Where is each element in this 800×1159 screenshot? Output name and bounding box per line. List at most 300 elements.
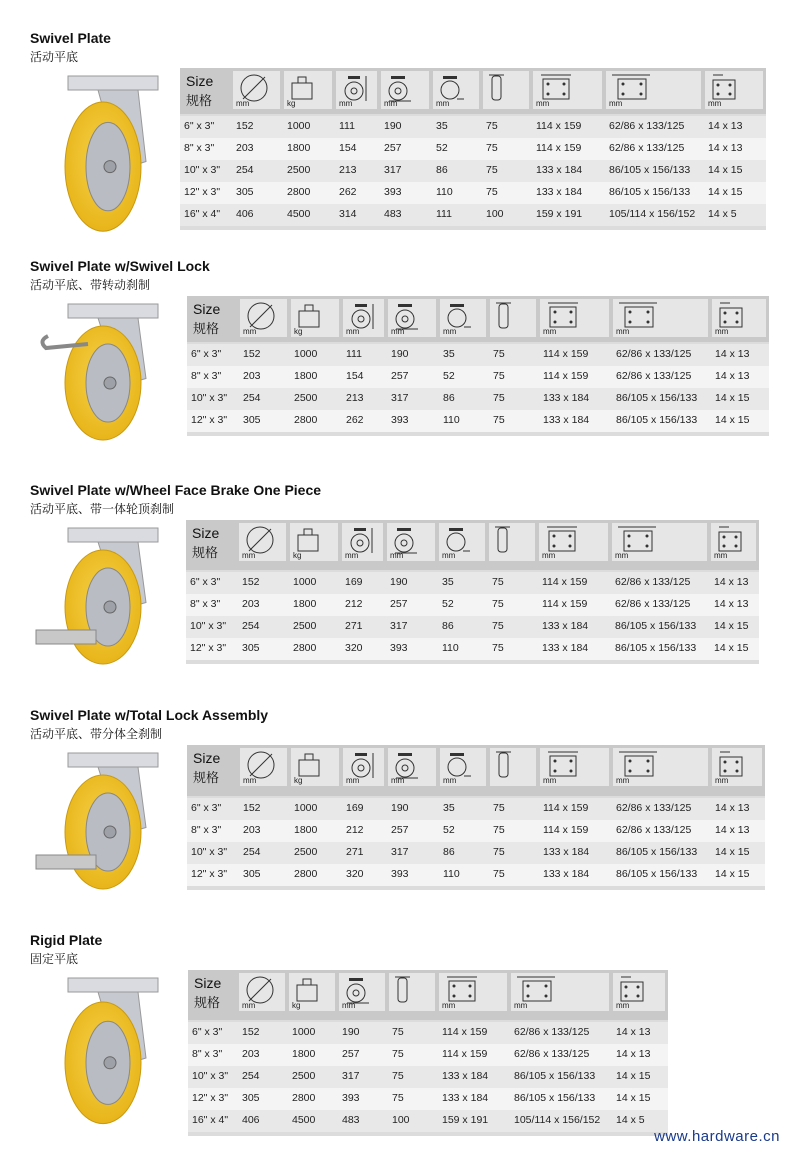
table-row [180,182,766,204]
table-cell: 86/105 x 156/133 [609,186,691,198]
spec-table [188,970,668,1136]
unit-label: mm [542,551,556,560]
table-cell: 257 [391,370,409,382]
table-cell: 62/86 x 133/125 [514,1048,590,1060]
section-title: Swivel Plate w/Total Lock Assembly [30,707,269,723]
table-cell: 406 [242,1114,260,1126]
unit-label: mm [442,1001,456,1010]
caster-s-header [440,299,486,337]
table-cell: 393 [384,186,402,198]
unit-label: mm [242,551,256,560]
spec-table [186,520,759,664]
table-cell: 393 [391,868,409,880]
table-cell: 133 x 184 [442,1070,489,1082]
caster-s-header [440,748,486,786]
table-cell: 14 x 15 [708,164,743,176]
weight-header [289,973,335,1011]
hole-header [712,299,766,337]
spec-table-header [187,296,769,342]
table-cell: 75 [492,576,504,588]
table-cell: 75 [493,824,505,836]
table-row [186,594,759,616]
plate-header [439,973,507,1011]
table-cell: 262 [339,186,357,198]
table-cell: 111 [339,120,355,132]
table-cell: 254 [242,620,260,632]
table-cell: 8" x 3" [191,370,222,382]
table-cell: 12" x 3" [192,1092,229,1104]
circle-header [240,299,287,337]
table-cell: 86 [442,620,454,632]
unit-label: mm [616,327,630,336]
table-cell: 393 [342,1092,360,1104]
table-cell: 14 x 13 [714,598,749,610]
table-cell: 203 [236,142,254,154]
table-cell: 6" x 3" [191,348,222,360]
table-cell: 35 [442,576,454,588]
unit-label: mm [346,327,360,336]
table-cell: 14 x 13 [616,1026,651,1038]
table-cell: 317 [391,392,409,404]
table-cell: 12" x 3" [190,642,227,654]
table-cell: 317 [384,164,402,176]
table-cell: 6" x 3" [191,802,222,814]
table-cell: 8" x 3" [192,1048,223,1060]
table-cell: 35 [443,802,455,814]
unit-label: mm [715,327,729,336]
caster-h2-header [339,973,385,1011]
table-cell: 75 [493,846,505,858]
table-cell: 2800 [292,1092,316,1104]
table-cell: 393 [391,414,409,426]
caster-photo [28,68,178,238]
table-cell: 52 [443,824,455,836]
table-cell: 14 x 13 [715,348,750,360]
table-cell: 86/105 x 156/133 [616,868,698,880]
table-cell: 203 [243,370,261,382]
table-cell: 152 [243,348,261,360]
table-cell: 317 [391,846,409,858]
weight-header [290,523,338,561]
section-title: Swivel Plate w/Swivel Lock [30,258,210,274]
table-cell: 2800 [287,186,311,198]
unit-label: mm [514,1001,528,1010]
caster-h2-header [388,299,436,337]
table-cell: 8" x 3" [191,824,222,836]
table-row [186,572,759,594]
plate-header [540,299,609,337]
table-cell: 86/105 x 156/133 [615,620,697,632]
plate-header [533,71,602,109]
spec-table-header [187,745,765,796]
table-cell: 75 [492,598,504,610]
table-cell: 1800 [293,598,317,610]
caster-s-header [439,523,485,561]
section-subtitle: 活动平底、带分体全刹制 [30,727,163,741]
plate-header [539,523,608,561]
table-cell: 2800 [294,868,318,880]
unit-label: mm [536,99,550,108]
unit-label: mm [243,327,257,336]
table-row [180,160,766,182]
unit-label: mm [715,776,729,785]
unit-label: mm [443,776,457,785]
caster-photo [28,520,178,670]
table-cell: 314 [339,208,357,220]
circle-header [240,748,287,786]
table-cell: 317 [342,1070,360,1082]
table-cell: 75 [493,370,505,382]
table-row [187,842,765,864]
table-cell: 110 [442,642,459,654]
table-cell: 14 x 13 [616,1048,651,1060]
table-row [188,1088,668,1110]
unit-label: mm [616,776,630,785]
table-cell: 14 x 15 [715,868,750,880]
table-cell: 14 x 15 [714,620,749,632]
table-cell: 2500 [293,620,317,632]
table-cell: 62/86 x 133/125 [616,824,692,836]
table-cell: 1800 [287,142,311,154]
table-cell: 14 x 5 [708,208,737,220]
table-cell: 257 [391,824,409,836]
table-cell: 14 x 13 [714,576,749,588]
table-cell: 62/86 x 133/125 [615,598,691,610]
table-cell: 105/114 x 156/152 [609,208,696,220]
section-subtitle: 活动平底 [30,50,79,64]
unit-label: mm [345,551,359,560]
table-cell: 133 x 184 [543,868,590,880]
spec-table-header [180,68,766,114]
table-row [188,1022,668,1044]
table-cell: 75 [486,142,498,154]
table-cell: 152 [236,120,254,132]
table-cell: 190 [391,348,409,360]
table-cell: 62/86 x 133/125 [609,120,685,132]
table-cell: 4500 [292,1114,316,1126]
wheel-header [490,299,536,337]
table-cell: 254 [242,1070,260,1082]
table-cell: 133 x 184 [542,620,589,632]
table-cell: 320 [345,642,363,654]
unit-label: mm [616,1001,630,1010]
caster-h-header [343,748,384,786]
table-cell: 190 [384,120,402,132]
unit-label: kg [292,1001,301,1010]
table-cell: 154 [339,142,357,154]
table-cell: 35 [436,120,448,132]
caster-h-header [343,299,384,337]
unit-label: mm [543,776,557,785]
plate2-header [612,523,707,561]
table-cell: 1800 [294,370,318,382]
table-cell: 75 [493,392,505,404]
table-cell: 62/86 x 133/125 [514,1026,590,1038]
table-cell: 190 [342,1026,360,1038]
table-cell: 114 x 159 [542,598,588,610]
size-header [190,973,236,1011]
section-title: Swivel Plate [30,30,111,46]
table-cell: 14 x 13 [715,802,750,814]
size-label: Size [186,73,214,89]
table-cell: 114 x 159 [543,802,589,814]
table-cell: 110 [436,186,453,198]
table-cell: 16" x 4" [184,208,221,220]
table-cell: 75 [392,1070,404,1082]
table-cell: 133 x 184 [536,186,583,198]
caster-photo [28,296,178,446]
wheel-header [489,523,535,561]
table-cell: 12" x 3" [184,186,221,198]
table-cell: 10" x 3" [190,620,227,632]
table-cell: 52 [442,598,454,610]
table-cell: 169 [345,576,363,588]
table-cell: 159 x 191 [442,1114,489,1126]
table-cell: 203 [242,598,260,610]
table-row [187,864,765,886]
table-cell: 114 x 159 [543,370,589,382]
table-cell: 483 [384,208,402,220]
table-cell: 35 [443,348,455,360]
table-cell: 86/105 x 156/133 [609,164,691,176]
plate-header [540,748,609,786]
unit-label: kg [293,551,302,560]
spec-table-header [188,970,668,1020]
size-header [182,71,230,109]
table-cell: 213 [346,392,364,404]
size-label-cn: 规格 [193,321,220,336]
weight-header [291,748,339,786]
table-cell: 12" x 3" [191,414,228,426]
circle-header [239,523,286,561]
table-cell: 317 [390,620,408,632]
table-cell: 406 [236,208,254,220]
table-cell: 1000 [294,802,318,814]
table-cell: 133 x 184 [543,414,590,426]
unit-label: mm [543,327,557,336]
table-cell: 14 x 13 [715,824,750,836]
table-cell: 305 [243,414,261,426]
table-cell: 100 [486,208,504,220]
table-cell: 75 [392,1026,404,1038]
table-cell: 271 [346,846,364,858]
caster-h2-header [387,523,435,561]
table-cell: 14 x 15 [715,414,750,426]
unit-label: kg [294,327,303,336]
caster-photo [28,745,178,895]
table-cell: 2500 [287,164,311,176]
table-cell: 86 [443,392,455,404]
weight-header [284,71,332,109]
table-cell: 14 x 15 [715,392,750,404]
size-header [189,299,237,337]
table-cell: 86/105 x 156/133 [616,414,698,426]
table-cell: 75 [392,1048,404,1060]
spec-table-header [186,520,759,570]
hole-header [705,71,763,109]
table-cell: 262 [346,414,364,426]
table-cell: 254 [236,164,254,176]
unit-label: mm [346,776,360,785]
table-cell: 254 [243,846,261,858]
unit-label: mm [442,551,456,560]
unit-label: mm [436,99,450,108]
table-cell: 393 [390,642,408,654]
table-cell: 114 x 159 [442,1048,488,1060]
table-cell: 1800 [292,1048,316,1060]
table-row [186,638,759,660]
table-cell: 154 [346,370,364,382]
table-cell: 75 [492,642,504,654]
table-cell: 114 x 159 [542,576,588,588]
table-cell: 152 [242,576,260,588]
unit-label: mm [390,551,404,560]
table-cell: 1800 [294,824,318,836]
table-cell: 133 x 184 [536,164,583,176]
table-cell: 2800 [294,414,318,426]
table-cell: 52 [436,142,448,154]
table-cell: 152 [242,1026,260,1038]
table-cell: 86/105 x 156/133 [616,392,698,404]
table-cell: 203 [242,1048,260,1060]
table-cell: 75 [493,348,505,360]
table-cell: 86 [443,846,455,858]
table-cell: 86 [436,164,448,176]
table-row [180,204,766,226]
table-cell: 133 x 184 [542,642,589,654]
unit-label: mm [391,327,405,336]
table-cell: 62/86 x 133/125 [616,348,692,360]
table-cell: 6" x 3" [190,576,221,588]
wheel-header [483,71,529,109]
table-cell: 100 [392,1114,410,1126]
table-cell: 257 [390,598,408,610]
table-cell: 10" x 3" [184,164,221,176]
plate2-header [511,973,609,1011]
table-cell: 14 x 15 [616,1070,651,1082]
size-header [188,523,236,561]
table-cell: 305 [242,642,260,654]
unit-label: kg [294,776,303,785]
table-cell: 75 [493,868,505,880]
table-cell: 14 x 5 [616,1114,645,1126]
table-cell: 190 [390,576,408,588]
table-row [187,798,765,820]
unit-label: mm [242,1001,256,1010]
table-row [187,388,769,410]
unit-label: mm [714,551,728,560]
wheel-header [490,748,536,786]
caster-s-header [433,71,479,109]
table-cell: 14 x 15 [708,186,743,198]
table-cell: 305 [243,868,261,880]
table-cell: 86/105 x 156/133 [514,1070,596,1082]
table-cell: 8" x 3" [190,598,221,610]
table-cell: 75 [493,802,505,814]
table-cell: 169 [346,802,364,814]
table-cell: 75 [492,620,504,632]
hole-header [712,748,762,786]
table-cell: 62/86 x 133/125 [616,370,692,382]
unit-label: mm [615,551,629,560]
table-cell: 14 x 13 [708,142,743,154]
size-label-cn: 规格 [194,995,221,1010]
table-cell: 14 x 13 [715,370,750,382]
section-subtitle: 活动平底、带一体轮顶刹制 [30,502,175,516]
plate2-header [613,299,708,337]
unit-label: mm [236,99,250,108]
plate2-header [606,71,701,109]
table-cell: 1000 [293,576,317,588]
unit-label: mm [708,99,722,108]
size-label-cn: 规格 [192,545,219,560]
table-cell: 10" x 3" [191,392,228,404]
unit-label: mm [609,99,623,108]
table-cell: 10" x 3" [191,846,228,858]
table-cell: 75 [486,120,498,132]
table-cell: 212 [345,598,363,610]
size-label: Size [193,301,221,317]
section-subtitle: 活动平底、带转动刹制 [30,278,151,292]
unit-label: kg [287,99,296,108]
table-cell: 159 x 191 [536,208,583,220]
table-cell: 62/86 x 133/125 [616,802,692,814]
table-cell: 114 x 159 [543,348,589,360]
plate2-header [613,748,708,786]
unit-label: mm [342,1001,356,1010]
table-cell: 2500 [292,1070,316,1082]
caster-h2-header [388,748,436,786]
table-row [187,366,769,388]
spec-table [180,68,766,230]
table-cell: 86/105 x 156/133 [615,642,697,654]
table-row [188,1110,668,1132]
table-cell: 152 [243,802,261,814]
table-cell: 320 [346,868,364,880]
size-label: Size [194,975,222,991]
table-cell: 1000 [292,1026,316,1038]
table-cell: 271 [345,620,363,632]
caster-h2-header [381,71,429,109]
wheel-header [389,973,435,1011]
table-cell: 86/105 x 156/133 [616,846,698,858]
table-cell: 305 [242,1092,260,1104]
table-cell: 2800 [293,642,317,654]
table-cell: 14 x 15 [714,642,749,654]
table-cell: 111 [346,348,362,360]
table-cell: 6" x 3" [192,1026,223,1038]
hole-header [613,973,665,1011]
table-cell: 8" x 3" [184,142,215,154]
weight-header [291,299,339,337]
table-cell: 14 x 15 [616,1092,651,1104]
website-url[interactable]: www.hardware.cn [654,1128,780,1145]
table-cell: 133 x 184 [543,846,590,858]
table-cell: 2500 [294,392,318,404]
table-cell: 110 [443,414,460,426]
table-cell: 133 x 184 [543,392,590,404]
table-cell: 14 x 15 [715,846,750,858]
table-row [187,410,769,432]
table-cell: 2500 [294,846,318,858]
table-cell: 12" x 3" [191,868,228,880]
table-cell: 483 [342,1114,360,1126]
table-cell: 105/114 x 156/152 [514,1114,601,1126]
size-label-cn: 规格 [193,770,220,785]
table-cell: 1000 [287,120,311,132]
table-cell: 114 x 159 [442,1026,488,1038]
table-cell: 190 [391,802,409,814]
